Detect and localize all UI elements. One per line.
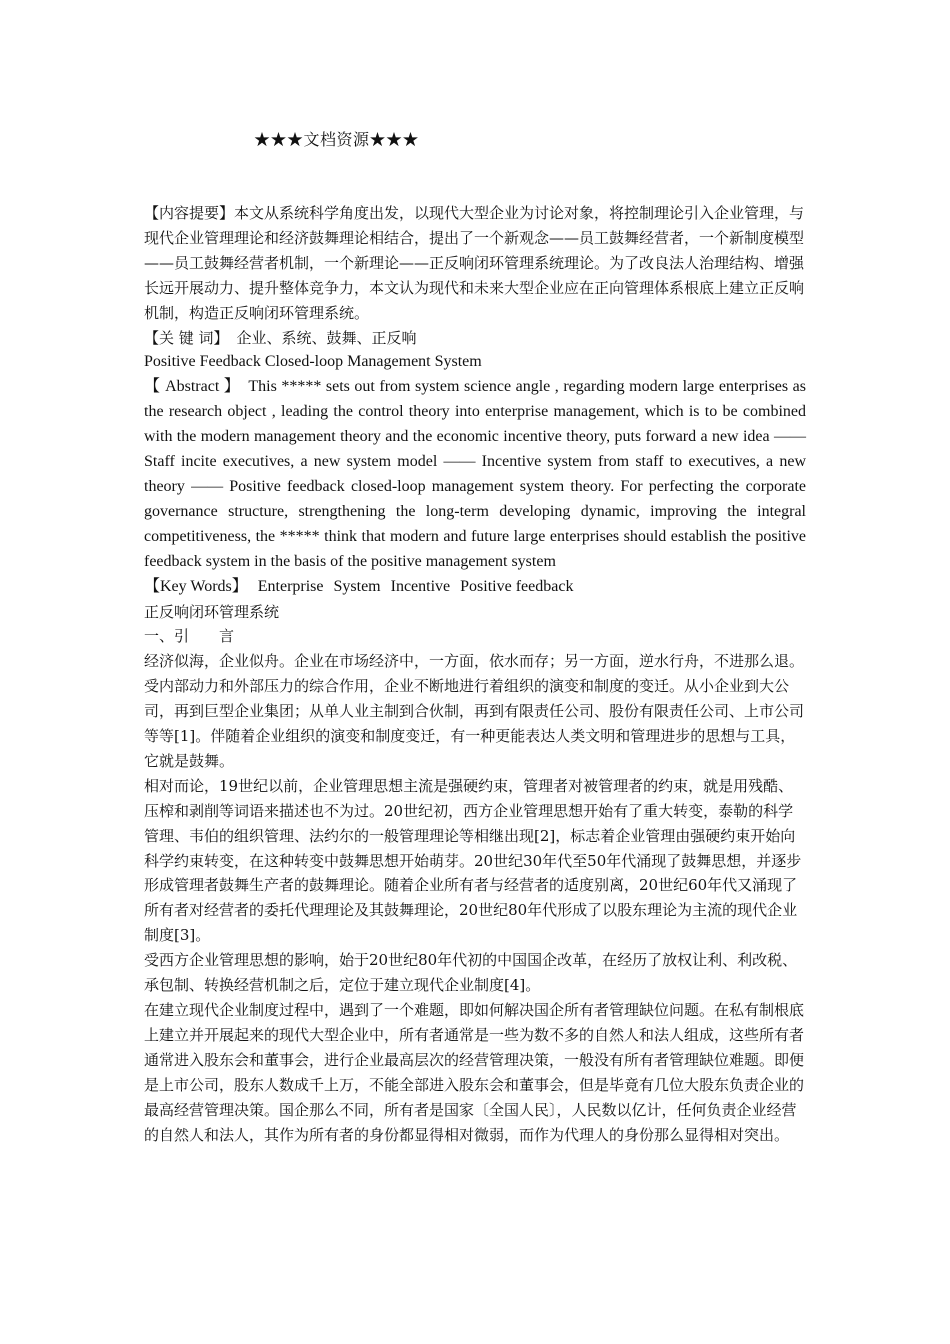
english-title: Positive Feedback Closed-loop Management System (144, 353, 482, 371)
chinese-title: 正反响闭环管理系统 (144, 602, 280, 621)
section-heading: 一、引 言 (144, 627, 235, 646)
keyword-item: System (333, 577, 381, 595)
document-body (144, 201, 806, 1147)
keywords-en (144, 575, 806, 600)
body-paragraph: 经济似海，企业似舟。企业在市场经济中，一方面，依水而存；另一方面，逆水行舟，不进那么退。 (144, 652, 805, 671)
body-paragraph: 相对而论，19世纪以前，企业管理思想主流是强硬约束，管理者对被管理者的约束，就是用残酷、压榨和剥削等词语来描述也不为过。20世纪初，西方企业管理思想开始有了重大转变，泰勒的科学管理、韦伯的组织管理、法约尔的一般管理理论等相继出现[2]，标志着企业管理由强硬约束开始向科学约束转变，在这种转变中鼓舞思想开始萌芽。20世纪30年代至50年代涌现了鼓舞思想，并逐步形成管理者鼓舞生产者的鼓舞理论。随着企业所有者与经营者的适度别离，20世纪60年代又涌现了所有者对经营者的委托代理理论及其鼓舞理论，20世纪80年代形成了以股东理论为主流的现代企业制度[3]。 (144, 776, 802, 945)
summary-paragraph: 【内容提要】本文从系统科学角度出发，以现代大型企业为讨论对象，将控制理论引入企业管理，与现代企业管理理论和经济鼓舞理论相结合，提出了一个新观念——员工鼓舞经营者，一个新制度模型——员工鼓舞经营者机制，一个新理论——正反响闭环管理系统理论。为了改良法人治理结构、增强长远开展动力、提升整体竞争力，本文认为现代和未来大型企业应在正向管理体系根底上建立正反响机制，构造正反响闭环管理系统。 (144, 204, 805, 322)
keywords-en-label: 【Key Words】 (144, 577, 248, 595)
keywords-cn-text: 企业、系统、鼓舞、正反响 (236, 328, 417, 347)
abstract-text: This ***** sets out from system science angle , regarding modern large enterprises as the research object , leading the control theory into enterprise management, which is to be combined with the modern management theory and the economic incentive theory, puts forward a new idea —— Staff incite executives, a new system model —— Incentive system from staff to executives, a new theory —— Positive feedback closed-loop management system theory. For perfecting the corporate governance structure, strengthening the long-term developing dynamic, improving the integral competitiveness, the ***** think that modern and future large enterprises should establish the positive feedback system in the basis of the positive management system (144, 378, 806, 570)
keywords-cn (144, 326, 806, 351)
body-paragraph: 受西方企业管理思想的影响，始于20世纪80年代初的中国国企改革，在经历了放权让利、利改税、承包制、转换经营机制之后，定位于建立现代企业制度[4]。 (144, 951, 798, 995)
body-paragraph: 受内部动力和外部压力的综合作用，企业不断地进行着组织的演变和制度的变迁。从小企业到大公司，再到巨型企业集团；从单人业主制到合伙制，再到有限责任公司、股份有限责任公司、上市公司等等[1]。伴随着企业组织的演变和制度变迁，有一种更能表达人类文明和管理进步的思想与工具，它就是鼓舞。 (144, 677, 805, 770)
banner-title: ★★★文档资源★★★ (254, 130, 420, 149)
keyword-item: Positive feedback (460, 577, 574, 595)
abstract-label: 【 Abstract 】 (144, 378, 241, 396)
abstract-en (144, 375, 806, 574)
keywords-cn-label: 【关 键 词】 (144, 328, 229, 347)
body-paragraph: 在建立现代企业制度过程中，遇到了一个难题，即如何解决国企所有者管理缺位问题。在私有制根底上建立并开展起来的现代大型企业中，所有者通常是一些为数不多的自然人和法人组成，这些所有者通常进入股东会和董事会，进行企业最高层次的经营管理决策，一般没有所有者管理缺位难题。即便是上市公司，股东人数成千上万，不能全部进入股东会和董事会，但是毕竟有几位大股东负责企业的最高经营管理决策。国企那么不同，所有者是国家〔全国人民〕，人民数以亿计，任何负责企业经营的自然人和法人，其作为所有者的身份都显得相对微弱，而作为代理人的身份那么显得相对突出。 (144, 1001, 805, 1144)
keyword-item: Incentive (390, 577, 451, 595)
keyword-item: Enterprise (257, 577, 324, 595)
